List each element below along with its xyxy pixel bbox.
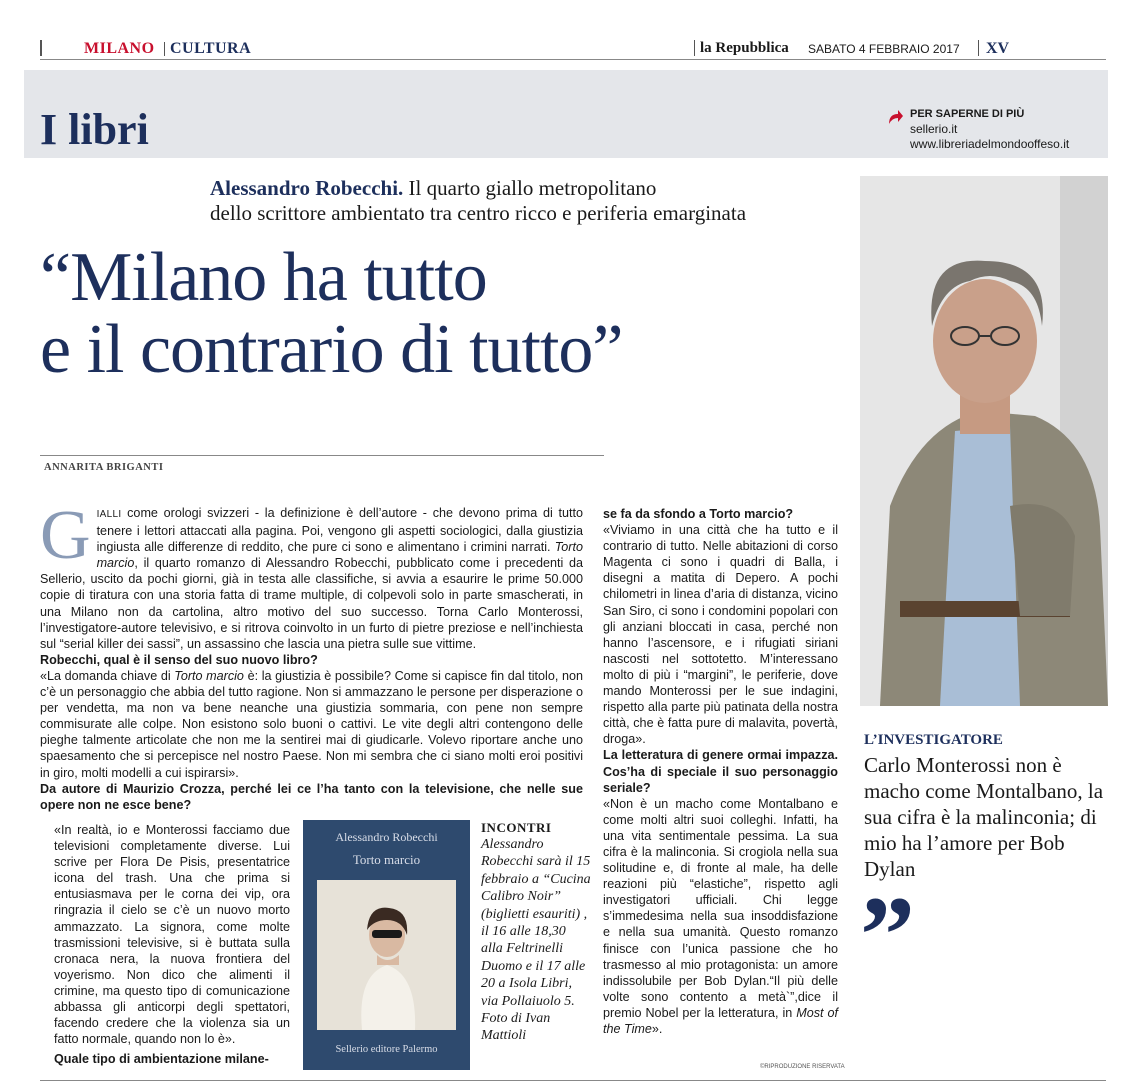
question-1: Robecchi, qual è il senso del suo nuovo libro? [40, 652, 318, 667]
masthead-rule-right [978, 40, 979, 56]
sidebar-quote-text: Carlo Monterossi non è macho come Montalbano, la sua cifra è la malinconia; di mio ha l’amore per Bob Dylan [864, 753, 1104, 881]
question-3-start: Quale tipo di ambientazione milane- [54, 1052, 269, 1067]
rights-notice: ©RIPRODUZIONE RISERVATA [760, 1064, 845, 1070]
masthead-rule-left [40, 40, 42, 56]
column-intro [40, 497, 583, 813]
headline-line-2: e il contrario di tutto” [40, 311, 623, 388]
kicker-name: Alessandro Robecchi. [210, 176, 404, 200]
headline-line-1: “Milano ha tutto [40, 239, 487, 316]
book-cover [303, 820, 470, 1070]
answer-1-start: «La domanda chiave di [40, 668, 175, 683]
intro-book-title: Torto marcio [96, 540, 583, 571]
answer-4 [603, 796, 838, 1037]
incontri-heading: INCONTRI [481, 820, 552, 835]
answer-1-book-title: Torto marcio [174, 668, 244, 683]
answer-3: «Viviamo in una città che ha tutto e il contrario di tutto. Nelle abitazioni di corso Magenta ci sono i quadri di Balla, i disegni a matita di Depero. A pochi chilometri in linea d’aria di distanza, vicino San Siro, ci sono i condomini popolari con gli anziani bloccati in casa, perché non hanno l’ascensore, e i rifugiati siriani nascosti nel sottotetto. M’interessano molto di più i “margini”, le periferie, dove mando Monterossi per le sue indagini, rispetto alla parte più patinata della nostra città, che è fatta pure di malavita, povertà, droga». [603, 523, 838, 747]
masthead-rule-mid [694, 40, 695, 56]
answer-1-rest: è: la giustizia è possibile? Come si capisce fin dal titolo, non c’è un personaggio che abbia del tutto ragione. Non si ammazzano le persone per disperazione o per vendetta, ma non va bene neanche una giustizia sommaria, con pene non sempre commisurate alle colpe. Non esistono solo buoni o cattivi. Le vite degli altri contengono delle pieghe talmente articolate che non me la sentirei mai di giudicarle. Volevo riportare anche uno spaesamento che si percepisce nel nostro Paese. Non mi sembra che ci siano molti eroi positivi in giro, molti modelli a cui ispirarsi». [40, 668, 583, 780]
answer-2: «In realtà, io e Monterossi facciamo due televisioni completamente diverse. Lui scrive per Flora De Pisis, presentatrice icona del trash. Una che prima si entusiasmava per le corna dei vip, ora ringrazia il cielo se c’è un nuovo morto ammazzato. La signora, come molte trasmissioni televisive, si è buttata sulla cronaca nera, la nuova frontiera del voyerismo. Non dico che alimenti il crimine, ma questo tipo di comunicazione abbassa gli anticorpi degli spettatori, facendo credere che la violenza sia un fatto normale, quando non lo è». [54, 823, 290, 1047]
cover-publisher: Sellerio editore Palermo [335, 1044, 438, 1055]
lead-word: IALLI [96, 509, 122, 520]
column-answer-2 [54, 822, 290, 1067]
masthead [0, 0, 1146, 62]
answer-1 [40, 668, 583, 781]
more-info-label: PER SAPERNE DI PIÙ [910, 108, 1025, 120]
intro-paragraph [40, 497, 583, 652]
sidebar-label: L’INVESTIGATORE [864, 732, 1003, 748]
cover-illustration [317, 880, 456, 1030]
question-3-end: se fa da sfondo a Torto marcio? [603, 507, 794, 521]
arrow-icon [886, 108, 904, 126]
byline: ANNARITA BRIGANTI [44, 462, 164, 473]
drop-cap: G [40, 497, 91, 574]
page-number: XV [986, 40, 1010, 57]
newspaper-name: la Repubblica [700, 40, 789, 56]
question-4: La letteratura di genere ormai impazza. Cos’ha di speciale il suo personaggio seriale? [603, 748, 838, 795]
question-2: Da autore di Maurizio Crozza, perché lei ce l’ha tanto con la televisione, che nelle sue opere non ne esce bene? [40, 781, 583, 812]
section-city: MILANO [84, 40, 155, 57]
quote-mark-icon: ” [860, 874, 915, 996]
masthead-separator [164, 42, 165, 56]
column-right [603, 506, 838, 1037]
cover-author: Alessandro Robecchi [335, 830, 438, 844]
page-bottom-line [40, 1080, 1106, 1081]
masthead-bottom-line [40, 59, 1106, 60]
section-topic: CULTURA [170, 40, 252, 57]
cover-title: Torto marcio [352, 852, 421, 867]
headline [40, 239, 850, 388]
issue-date: SABATO 4 FEBBRAIO 2017 [808, 42, 960, 56]
section-banner [24, 70, 1108, 158]
author-photo [860, 176, 1108, 706]
kicker [210, 176, 850, 226]
incontri-text: Alessandro Robecchi sarà il 15 febbraio a “Cucina Calibro Noir” (biglietti esauriti) , il 16 alle 18,30 alla Feltrinelli Duomo e il 17 alle 20 a Isola Libri, via Pollaiuolo 5. Foto di Ivan Mattioli [481, 837, 591, 1044]
byline-rule [40, 455, 604, 456]
answer-4-end: ». [651, 1022, 663, 1036]
kicker-line-2: dello scrittore ambientato tra centro ricco e periferia emarginata [210, 201, 747, 225]
more-info-link-1[interactable]: sellerio.it [910, 122, 958, 136]
kicker-line-1: Il quarto giallo metropolitano [403, 176, 657, 200]
more-info-link-2[interactable]: www.libreriadelmondooffeso.it [910, 137, 1070, 151]
answer-4-main: «Non è un macho come Montalbano e come molti altri suoi colleghi. Infatti, ha una vita sentimentale pessima. La sua cifra è la malinconia. Si crogiola nella sua solitudine e, di fronte al male, ha delle reazioni più “elastiche”, rispetto agli investigatori ufficiali. Chi legge s’immedesima nella sua insoddisfazione e nella sua umanità. Questo romanzo finisce con l’unica passione che ho trasmesso al mio protagonista: un amore indissolubile per Bob Dylan.“Il più delle volte sono contento a metà`”,dice il premio Nobel per la letteratura, in [603, 796, 838, 1020]
banner-title: I libri [40, 105, 149, 154]
intro-text-2: , il quarto romanzo di Alessandro Robecchi, pubblicato come i precedenti da Sellerio, uscito da pochi giorni, già in testa alle classifiche, si avvia a esaurire le prime 50.000 copie di tiratura con una storia fatta di trame multiple, di colpevoli solo in parte smascherati, in una Milano non da cartolina, altro motivo del suo successo. Torna Carlo Monterossi, l’investigatore-autore televisivo, e si ritrova coinvolto in un furto di pietre preziose e nell’inchiesta sul “serial killer dei sassi”, un assassino che lascia una pietra sulle sue vittime. [40, 556, 583, 651]
intro-text-1: come orologi svizzeri - la definizione è dell’autore - che devono prima di tutto tenere i lettori attaccati alla pagina. Poi, vengono gli aspetti sociologici, dalla giustizia ingiusta alle differenze di reddito, che pure ci sono e alimentano i crimini narrati. [96, 506, 583, 555]
answer-4-song: Most of the Time [603, 1005, 838, 1036]
